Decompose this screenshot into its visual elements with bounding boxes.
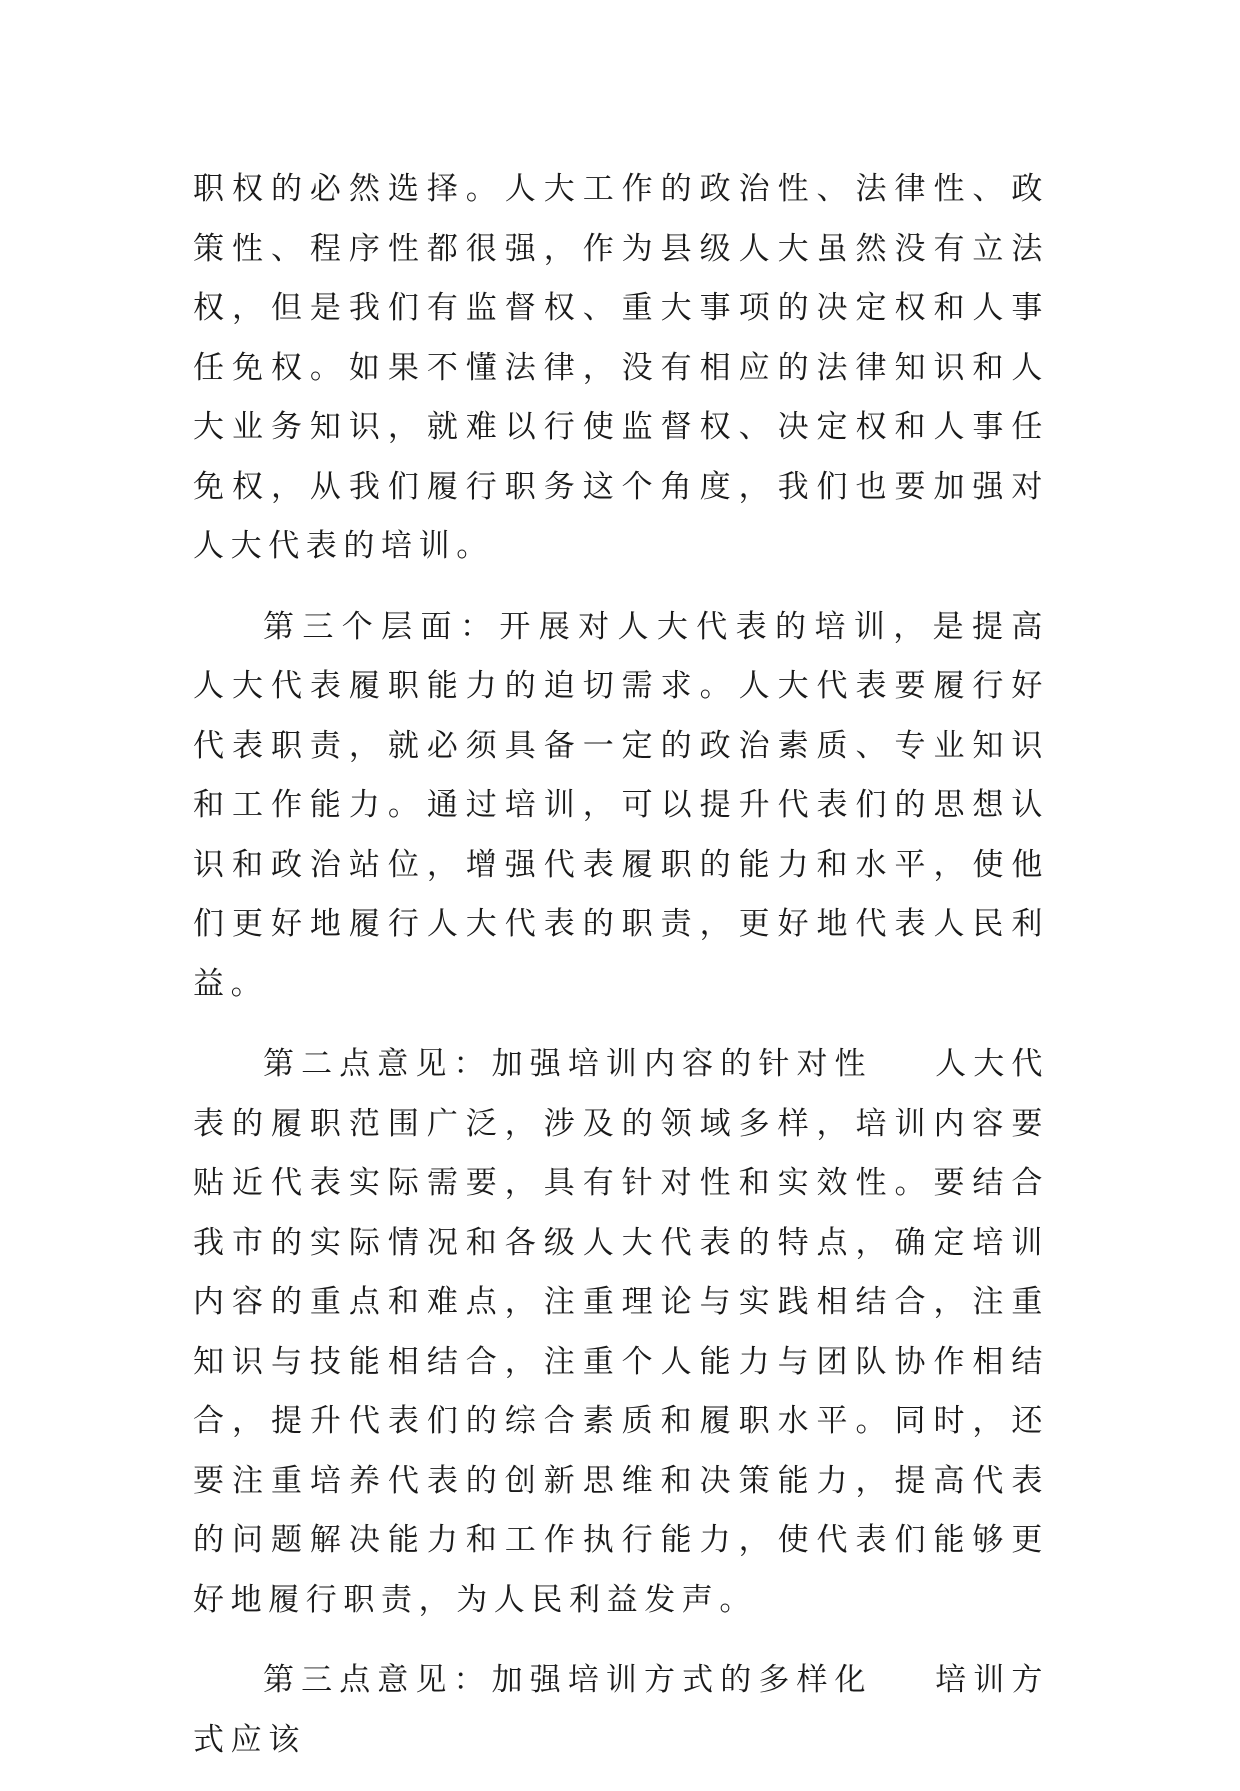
- paragraph-text: 第三个层面：开展对人大代表的培训，是提高人大代表履职能力的迫切需求。人大代表要履行好代表职责，就必须具备一定的政治素质、专业知识和工作能力。通过培训，可以提升代表们的思想认识和政治站位，增强代表履职的能力和水平，使他们更好地履行人大代表的职责，更好地代表人民利益。: [193, 608, 1049, 1002]
- paragraph-text: 职权的必然选择。人大工作的政治性、法律性、政策性、程序性都很强，作为县级人大虽然没有立法权，但是我们有监督权、重大事项的决定权和人事任免权。如果不懂法律，没有相应的法律知识和人大业务知识，就难以行使监督权、决定权和人事任免权，从我们履行职务这个角度，我们也要加强对人大代表的培训。: [193, 171, 1049, 564]
- paragraph-heading: 第二点意见：加强培训内容的针对性: [263, 1046, 873, 1082]
- paragraph-third-opinion: [193, 1651, 1049, 1770]
- paragraph-heading: 第三点意见：加强培训方式的多样化: [263, 1662, 873, 1698]
- document-body: [193, 160, 1049, 1791]
- paragraph-text: 人大代表的履职范围广泛，涉及的领域多样，培训内容要贴近代表实际需要，具有针对性和实效性。要结合我市的实际情况和各级人大代表的特点，确定培训内容的重点和难点，注重理论与实践相结合，注重知识与技能相结合，注重个人能力与团队协作相结合，提升代表们的综合素质和履职水平。同时，还要注重培养代表的创新思维和决策能力，提高代表的问题解决能力和工作执行能力，使代表们能够更好地履行职责，为人民利益发声。: [193, 1046, 1049, 1618]
- paragraph-continuation: [193, 160, 1049, 577]
- paragraph-second-opinion: [193, 1035, 1049, 1630]
- paragraph-text: 培训方式应该: [193, 1662, 1049, 1758]
- paragraph-third-level: [193, 598, 1049, 1015]
